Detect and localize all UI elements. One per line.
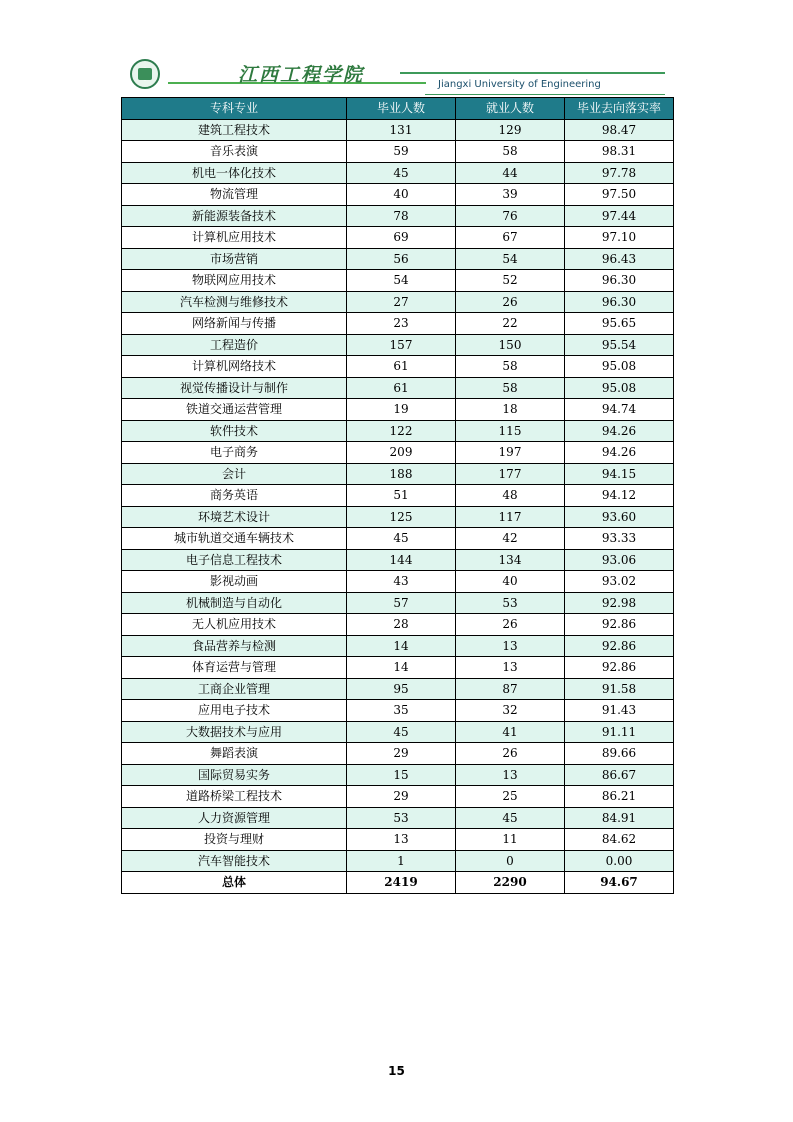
cell-employed: 67	[456, 227, 565, 249]
cell-major: 道路桥梁工程技术	[122, 786, 347, 808]
table-row	[122, 786, 674, 808]
table-row	[122, 743, 674, 765]
cell-major: 国际贸易实务	[122, 764, 347, 786]
cell-employed: 11	[456, 829, 565, 851]
cell-major: 工商企业管理	[122, 678, 347, 700]
cell-rate: 92.98	[565, 592, 674, 614]
cell-graduates: 209	[347, 442, 456, 464]
cell-employed: 53	[456, 592, 565, 614]
cell-graduates: 19	[347, 399, 456, 421]
cell-major: 市场营销	[122, 248, 347, 270]
cell-major: 机电一体化技术	[122, 162, 347, 184]
cell-rate: 89.66	[565, 743, 674, 765]
cell-rate: 96.30	[565, 270, 674, 292]
cell-rate: 92.86	[565, 657, 674, 679]
table-row	[122, 592, 674, 614]
table-row	[122, 506, 674, 528]
cell-employed: 44	[456, 162, 565, 184]
table-header-row	[122, 98, 674, 120]
cell-employed: 26	[456, 743, 565, 765]
column-header-graduates: 毕业人数	[347, 98, 456, 120]
school-name-cn: 江西工程学院	[238, 64, 365, 86]
cell-rate: 97.50	[565, 184, 674, 206]
column-header-rate: 毕业去向落实率	[565, 98, 674, 120]
cell-graduates: 125	[347, 506, 456, 528]
table-row	[122, 807, 674, 829]
table-row	[122, 291, 674, 313]
cell-graduates: 14	[347, 657, 456, 679]
school-emblem-icon	[130, 59, 160, 89]
cell-rate: 94.74	[565, 399, 674, 421]
cell-major: 铁道交通运营管理	[122, 399, 347, 421]
page-header	[120, 56, 673, 98]
cell-graduates: 23	[347, 313, 456, 335]
table-row	[122, 184, 674, 206]
table-row	[122, 528, 674, 550]
cell-major: 新能源装备技术	[122, 205, 347, 227]
cell-major: 物流管理	[122, 184, 347, 206]
cell-rate: 96.30	[565, 291, 674, 313]
cell-employed: 58	[456, 141, 565, 163]
cell-rate: 84.91	[565, 807, 674, 829]
cell-graduates: 59	[347, 141, 456, 163]
table-row	[122, 829, 674, 851]
cell-major: 城市轨道交通车辆技术	[122, 528, 347, 550]
cell-rate: 91.11	[565, 721, 674, 743]
cell-employed: 42	[456, 528, 565, 550]
cell-graduates: 1	[347, 850, 456, 872]
table-row	[122, 721, 674, 743]
cell-major: 大数据技术与应用	[122, 721, 347, 743]
total-cell-employed: 2290	[456, 872, 565, 894]
cell-graduates: 45	[347, 162, 456, 184]
cell-employed: 0	[456, 850, 565, 872]
cell-graduates: 188	[347, 463, 456, 485]
cell-rate: 96.43	[565, 248, 674, 270]
cell-employed: 58	[456, 377, 565, 399]
cell-employed: 117	[456, 506, 565, 528]
cell-rate: 92.86	[565, 614, 674, 636]
cell-employed: 26	[456, 291, 565, 313]
cell-major: 软件技术	[122, 420, 347, 442]
cell-major: 工程造价	[122, 334, 347, 356]
cell-rate: 97.44	[565, 205, 674, 227]
cell-rate: 94.26	[565, 442, 674, 464]
table-row	[122, 162, 674, 184]
cell-graduates: 13	[347, 829, 456, 851]
cell-graduates: 61	[347, 356, 456, 378]
cell-graduates: 144	[347, 549, 456, 571]
cell-major: 环境艺术设计	[122, 506, 347, 528]
cell-graduates: 14	[347, 635, 456, 657]
cell-graduates: 53	[347, 807, 456, 829]
table-row	[122, 399, 674, 421]
cell-rate: 97.10	[565, 227, 674, 249]
cell-graduates: 43	[347, 571, 456, 593]
table-row	[122, 377, 674, 399]
table-row	[122, 850, 674, 872]
cell-employed: 58	[456, 356, 565, 378]
cell-major: 建筑工程技术	[122, 119, 347, 141]
cell-graduates: 28	[347, 614, 456, 636]
cell-major: 网络新闻与传播	[122, 313, 347, 335]
cell-graduates: 29	[347, 786, 456, 808]
cell-rate: 92.86	[565, 635, 674, 657]
cell-rate: 94.26	[565, 420, 674, 442]
cell-employed: 18	[456, 399, 565, 421]
cell-major: 视觉传播设计与制作	[122, 377, 347, 399]
cell-rate: 95.54	[565, 334, 674, 356]
cell-major: 音乐表演	[122, 141, 347, 163]
employment-rate-table	[121, 97, 674, 894]
cell-rate: 86.67	[565, 764, 674, 786]
cell-major: 物联网应用技术	[122, 270, 347, 292]
cell-rate: 93.06	[565, 549, 674, 571]
cell-major: 汽车检测与维修技术	[122, 291, 347, 313]
cell-rate: 97.78	[565, 162, 674, 184]
table-row	[122, 248, 674, 270]
table-row	[122, 313, 674, 335]
cell-employed: 41	[456, 721, 565, 743]
table-row	[122, 463, 674, 485]
cell-employed: 48	[456, 485, 565, 507]
cell-employed: 22	[456, 313, 565, 335]
table-row	[122, 270, 674, 292]
cell-major: 影视动画	[122, 571, 347, 593]
cell-major: 计算机网络技术	[122, 356, 347, 378]
cell-graduates: 15	[347, 764, 456, 786]
cell-rate: 98.31	[565, 141, 674, 163]
cell-employed: 39	[456, 184, 565, 206]
cell-employed: 25	[456, 786, 565, 808]
cell-rate: 98.47	[565, 119, 674, 141]
cell-rate: 91.43	[565, 700, 674, 722]
cell-major: 人力资源管理	[122, 807, 347, 829]
school-name-en: Jiangxi University of Engineering	[438, 79, 601, 90]
table-row	[122, 205, 674, 227]
cell-graduates: 40	[347, 184, 456, 206]
table-row	[122, 334, 674, 356]
cell-rate: 93.33	[565, 528, 674, 550]
table-row	[122, 227, 674, 249]
cell-employed: 26	[456, 614, 565, 636]
cell-employed: 129	[456, 119, 565, 141]
cell-major: 电子商务	[122, 442, 347, 464]
table-row	[122, 141, 674, 163]
cell-graduates: 45	[347, 721, 456, 743]
cell-rate: 91.58	[565, 678, 674, 700]
cell-graduates: 56	[347, 248, 456, 270]
cell-graduates: 78	[347, 205, 456, 227]
column-header-major: 专科专业	[122, 98, 347, 120]
cell-employed: 177	[456, 463, 565, 485]
cell-graduates: 35	[347, 700, 456, 722]
cell-major: 舞蹈表演	[122, 743, 347, 765]
cell-rate: 93.60	[565, 506, 674, 528]
cell-graduates: 131	[347, 119, 456, 141]
total-cell-major: 总体	[122, 872, 347, 894]
table-row	[122, 442, 674, 464]
column-header-employed: 就业人数	[456, 98, 565, 120]
cell-graduates: 51	[347, 485, 456, 507]
cell-rate: 0.00	[565, 850, 674, 872]
cell-graduates: 45	[347, 528, 456, 550]
cell-graduates: 95	[347, 678, 456, 700]
table-body	[122, 119, 674, 893]
cell-graduates: 157	[347, 334, 456, 356]
cell-employed: 197	[456, 442, 565, 464]
table-row	[122, 485, 674, 507]
cell-major: 商务英语	[122, 485, 347, 507]
table-row	[122, 635, 674, 657]
cell-employed: 13	[456, 657, 565, 679]
cell-major: 无人机应用技术	[122, 614, 347, 636]
cell-rate: 95.65	[565, 313, 674, 335]
table-row	[122, 678, 674, 700]
cell-employed: 40	[456, 571, 565, 593]
table-row	[122, 119, 674, 141]
cell-graduates: 57	[347, 592, 456, 614]
cell-major: 汽车智能技术	[122, 850, 347, 872]
cell-rate: 94.15	[565, 463, 674, 485]
cell-employed: 13	[456, 764, 565, 786]
header-rule-right-top	[400, 72, 665, 74]
cell-employed: 150	[456, 334, 565, 356]
cell-rate: 94.12	[565, 485, 674, 507]
cell-graduates: 54	[347, 270, 456, 292]
cell-employed: 134	[456, 549, 565, 571]
cell-employed: 45	[456, 807, 565, 829]
table-row	[122, 700, 674, 722]
cell-major: 食品营养与检测	[122, 635, 347, 657]
cell-rate: 84.62	[565, 829, 674, 851]
cell-employed: 13	[456, 635, 565, 657]
cell-employed: 54	[456, 248, 565, 270]
total-cell-rate: 94.67	[565, 872, 674, 894]
table-row	[122, 614, 674, 636]
page-number: 15	[388, 1064, 405, 1078]
cell-employed: 115	[456, 420, 565, 442]
cell-major: 应用电子技术	[122, 700, 347, 722]
cell-major: 电子信息工程技术	[122, 549, 347, 571]
table-row	[122, 764, 674, 786]
cell-major: 计算机应用技术	[122, 227, 347, 249]
cell-graduates: 61	[347, 377, 456, 399]
cell-graduates: 27	[347, 291, 456, 313]
total-cell-graduates: 2419	[347, 872, 456, 894]
table-row	[122, 571, 674, 593]
cell-employed: 32	[456, 700, 565, 722]
table-row	[122, 420, 674, 442]
cell-employed: 76	[456, 205, 565, 227]
table-row	[122, 657, 674, 679]
cell-employed: 87	[456, 678, 565, 700]
table-row	[122, 549, 674, 571]
cell-rate: 86.21	[565, 786, 674, 808]
cell-major: 体育运营与管理	[122, 657, 347, 679]
cell-major: 投资与理财	[122, 829, 347, 851]
table-total-row	[122, 872, 674, 894]
cell-graduates: 69	[347, 227, 456, 249]
header-rule-right-bottom	[425, 94, 665, 95]
cell-major: 会计	[122, 463, 347, 485]
table-row	[122, 356, 674, 378]
cell-major: 机械制造与自动化	[122, 592, 347, 614]
cell-employed: 52	[456, 270, 565, 292]
cell-rate: 93.02	[565, 571, 674, 593]
cell-graduates: 122	[347, 420, 456, 442]
cell-rate: 95.08	[565, 356, 674, 378]
cell-graduates: 29	[347, 743, 456, 765]
cell-rate: 95.08	[565, 377, 674, 399]
